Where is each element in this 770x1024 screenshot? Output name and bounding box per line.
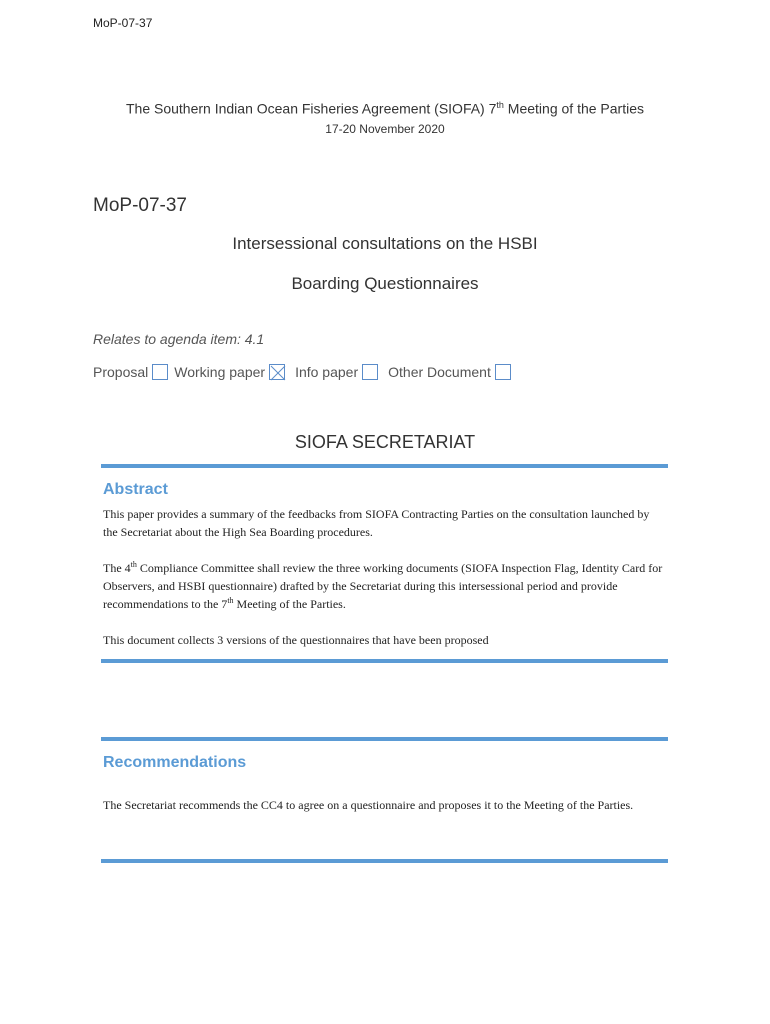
- agenda-item: Relates to agenda item: 4.1: [93, 331, 265, 347]
- document-type-selector: [93, 364, 517, 380]
- document-title-line-2: Boarding Questionnaires: [291, 274, 479, 293]
- author-heading: SIOFA SECRETARIAT: [294, 432, 476, 452]
- recommendations-heading: Recommendations: [103, 754, 247, 771]
- abstract-p2-middle: Compliance Committee shall review the three working documents (SIOFA Inspection Flag, Identity Card for Observers, and HSBI questionnaire) drafted by the Secretariat during this intersessional period and provide recommendations to the 7: [103, 561, 663, 611]
- doc-type-label-info-paper: Info paper: [295, 364, 359, 380]
- abstract-heading: Abstract: [103, 481, 168, 498]
- proposal-checkbox[interactable]: [152, 364, 168, 380]
- doc-type-label-proposal: Proposal: [93, 364, 149, 380]
- abstract-paragraph-3: This document collects 3 versions of the questionnaires that have been proposed: [103, 633, 489, 647]
- meeting-title-suffix: Meeting of the Parties: [503, 100, 644, 117]
- divider-top-recommendations: [101, 737, 668, 741]
- abstract-p2-start: The 4: [103, 561, 131, 575]
- divider-bottom-recommendations: [101, 859, 668, 863]
- meeting-title-superscript: th: [496, 100, 504, 110]
- doc-type-label-other-document: Other Document: [388, 364, 491, 380]
- abstract-p2-sup-2: th: [227, 596, 234, 605]
- info-paper-checkbox[interactable]: [362, 364, 378, 380]
- abstract-paragraph-1: This paper provides a summary of the feedbacks from SIOFA Contracting Parties on the consultation launched by the Secretariat about the High Sea Boarding procedures.: [103, 507, 650, 539]
- meeting-title: [0, 100, 770, 117]
- document-title-line-1: Intersessional consultations on the HSBI: [232, 234, 538, 253]
- doc-type-label-working-paper: Working paper: [174, 364, 266, 380]
- working-paper-checkbox[interactable]: [269, 364, 285, 380]
- header-document-code: MoP-07-37: [93, 16, 153, 30]
- recommendations-paragraph: The Secretariat recommends the CC4 to agree on a questionnaire and proposes it to the Meeting of the Parties.: [103, 798, 634, 812]
- meeting-title-text: The Southern Indian Ocean Fisheries Agreement (SIOFA) 7: [125, 100, 497, 117]
- abstract-p2-end: Meeting of the Parties.: [233, 597, 346, 611]
- abstract-p2-sup-1: th: [130, 560, 137, 569]
- checked-x-icon: [270, 365, 286, 381]
- abstract-paragraph-2: [103, 559, 663, 613]
- divider-bottom-abstract: [101, 659, 668, 663]
- meeting-dates: 17-20 November 2020: [325, 122, 445, 136]
- divider-top-abstract: [101, 464, 668, 468]
- other-document-checkbox[interactable]: [495, 364, 511, 380]
- document-code: MoP-07-37: [93, 195, 187, 216]
